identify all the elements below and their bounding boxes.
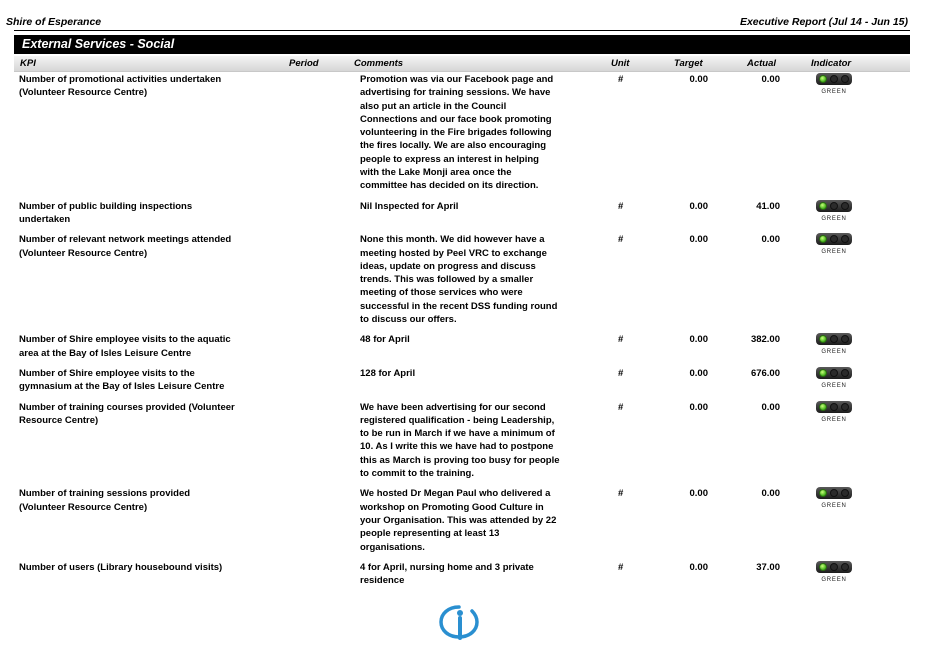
comment-line: None this month. We did however have a [360,234,545,246]
comment-line: successful in the recent DSS funding round [360,300,558,312]
kpi-comments [360,73,572,193]
kpi-actual: 382.00 [750,334,780,346]
comment-line: people to express an interest in helping [360,153,539,165]
kpi-name [19,73,259,100]
amber-light-icon [830,563,838,571]
comment-line: 48 for April [360,334,410,346]
comment-line: workshop on Promoting Good Culture in [360,501,544,513]
amber-light-icon [830,335,838,343]
kpi-line: Number of training sessions provided [19,488,191,500]
traffic-light-icon [816,333,852,345]
amber-light-icon [830,75,838,83]
kpi-target: 0.00 [689,200,708,212]
traffic-light-icon [816,233,852,245]
column-actual: Actual [747,58,777,69]
kpi-row [0,487,928,561]
kpi-line: Number of training courses provided (Volunteer [19,401,235,413]
green-light-icon [819,369,827,377]
indicator-label: GREEN [821,349,847,356]
kpi-line: (Volunteer Resource Centre) [19,501,148,513]
column-header-row [14,56,910,72]
kpi-line: Resource Centre) [19,414,99,426]
kpi-line: (Volunteer Resource Centre) [19,247,148,259]
kpi-unit: # [618,401,624,413]
comment-line: residence [360,575,405,587]
column-indicator: Indicator [811,58,852,69]
comment-line: We have been advertising for our second [360,401,546,413]
kpi-actual: 0.00 [761,234,780,246]
green-light-icon [819,563,827,571]
kpi-line: Number of relevant network meetings attended [19,234,232,246]
comment-line: Nil Inspected for April [360,200,459,212]
kpi-comments [360,561,572,588]
kpi-row [0,200,928,234]
org-name: Shire of Esperance [6,16,102,28]
kpi-line: Number of Shire employee visits to the aquatic [19,334,231,346]
column-unit: Unit [611,58,630,69]
indicator-label: GREEN [821,382,847,389]
indicator-label: GREEN [821,215,847,222]
kpi-name [19,200,259,227]
amber-light-icon [830,369,838,377]
kpi-actual: 676.00 [750,367,780,379]
traffic-light-icon [816,73,852,85]
traffic-light-icon [816,200,852,212]
header-rule [14,30,910,31]
indicator-label: GREEN [821,576,847,583]
amber-light-icon [830,489,838,497]
kpi-comments [360,233,572,326]
green-light-icon [819,75,827,83]
kpi-actual: 0.00 [761,401,780,413]
column-comments: Comments [354,58,404,69]
red-light-icon [841,75,849,83]
kpi-comments [360,200,572,213]
red-light-icon [841,563,849,571]
comment-line: with the Lake Monji area once the [360,167,512,179]
kpi-name [19,367,259,394]
kpi-comments [360,487,572,553]
amber-light-icon [830,202,838,210]
comment-line: also put an article in the Council [360,100,507,112]
column-period: Period [289,58,319,69]
red-light-icon [841,235,849,243]
kpi-line: Number of public building inspections [19,200,193,212]
kpi-name [19,401,259,428]
traffic-light-indicator [816,333,856,359]
traffic-light-icon [816,367,852,379]
kpi-name [19,333,259,360]
kpi-table-body [0,73,928,594]
column-target: Target [674,58,703,69]
kpi-line: Number of promotional activities undertaken [19,74,222,85]
comment-line: organisations. [360,541,425,553]
kpi-row [0,333,928,367]
traffic-light-indicator [816,233,856,259]
kpi-row [0,561,928,595]
kpi-target: 0.00 [689,561,708,573]
traffic-light-icon [816,561,852,573]
traffic-light-icon [816,487,852,499]
red-light-icon [841,335,849,343]
red-light-icon [841,369,849,377]
kpi-row [0,73,928,200]
section-title-bar: External Services - Social [14,35,910,54]
kpi-target: 0.00 [689,234,708,246]
info-logo-icon [438,604,480,640]
amber-light-icon [830,235,838,243]
traffic-light-indicator [816,73,856,99]
kpi-line: gymnasium at the Bay of Isles Leisure Centre [19,381,225,393]
comment-line: Connections and our face book promoting [360,113,552,125]
kpi-line: area at the Bay of Isles Leisure Centre [19,347,192,359]
report-title: Executive Report (Jul 14 - Jun 15) [739,16,908,28]
indicator-label: GREEN [821,89,847,95]
traffic-light-icon [816,401,852,413]
traffic-light-indicator [816,561,856,587]
traffic-light-indicator [816,200,856,226]
kpi-unit: # [618,488,624,500]
kpi-target: 0.00 [689,74,708,85]
comment-line: 128 for April [360,367,416,379]
comment-line: committee has decided on its direction. [360,180,539,192]
comment-line: registered qualification - being Leadership, [360,414,555,426]
kpi-unit: # [618,561,624,573]
kpi-line: Number of Shire employee visits to the [19,367,195,379]
kpi-line: Number of users (Library housebound visits) [19,561,223,573]
kpi-target: 0.00 [689,334,708,346]
green-light-icon [819,202,827,210]
kpi-name [19,233,259,260]
kpi-line: (Volunteer Resource Centre) [19,87,148,99]
kpi-row [0,401,928,488]
red-light-icon [841,489,849,497]
kpi-target: 0.00 [689,367,708,379]
traffic-light-indicator [816,401,856,427]
kpi-unit: # [618,367,624,379]
green-light-icon [819,235,827,243]
amber-light-icon [830,403,838,411]
green-light-icon [819,335,827,343]
comment-line: meeting of those services who were [360,287,523,299]
green-light-icon [819,403,827,411]
comment-line: We hosted Dr Megan Paul who delivered a [360,488,551,500]
kpi-unit: # [618,200,624,212]
indicator-label: GREEN [821,503,847,510]
kpi-actual: 0.00 [761,74,780,85]
comment-line: volunteering in the Fire brigades following [360,127,552,139]
kpi-comments [360,401,572,481]
comment-line: Promotion was via our Facebook page and [360,74,554,85]
column-kpi: KPI [20,58,36,69]
kpi-unit: # [618,74,624,85]
kpi-actual: 37.00 [756,561,780,573]
kpi-comments [360,367,572,380]
comment-line: this as March is proving too busy for people [360,454,560,466]
kpi-row [0,233,928,333]
indicator-label: GREEN [821,249,847,256]
kpi-unit: # [618,334,624,346]
kpi-name [19,487,259,514]
green-light-icon [819,489,827,497]
kpi-target: 0.00 [689,488,708,500]
comment-line: to be run in March if we have a minimum of [360,428,555,440]
comment-line: trends. This was followed by a smaller [360,274,534,286]
kpi-unit: # [618,234,624,246]
comment-line: 10. As I write this we have had to postpone [360,441,554,453]
red-light-icon [841,202,849,210]
indicator-label: GREEN [821,416,847,423]
traffic-light-indicator [816,487,856,513]
kpi-row [0,367,928,401]
kpi-target: 0.00 [689,401,708,413]
comment-line: to discuss our offers. [360,314,457,326]
comment-line: the fires locally. We are also encouraging [360,140,547,152]
kpi-comments [360,333,572,346]
comment-line: ideas, update on progress and discuss [360,260,536,272]
comment-line: people representing at least 13 [360,528,500,540]
kpi-actual: 41.00 [756,200,780,212]
comment-line: your Organisation. This was attended by 22 [360,514,557,526]
kpi-line: undertaken [19,213,71,225]
kpi-name [19,561,259,574]
traffic-light-indicator [816,367,856,393]
comment-line: meeting hosted by Peel VRC to exchange [360,247,547,259]
kpi-actual: 0.00 [761,488,780,500]
red-light-icon [841,403,849,411]
comment-line: to commit to the training. [360,468,474,480]
comment-line: 4 for April, nursing home and 3 private [360,561,534,573]
comment-line: advertising for training sessions. We have [360,87,551,99]
